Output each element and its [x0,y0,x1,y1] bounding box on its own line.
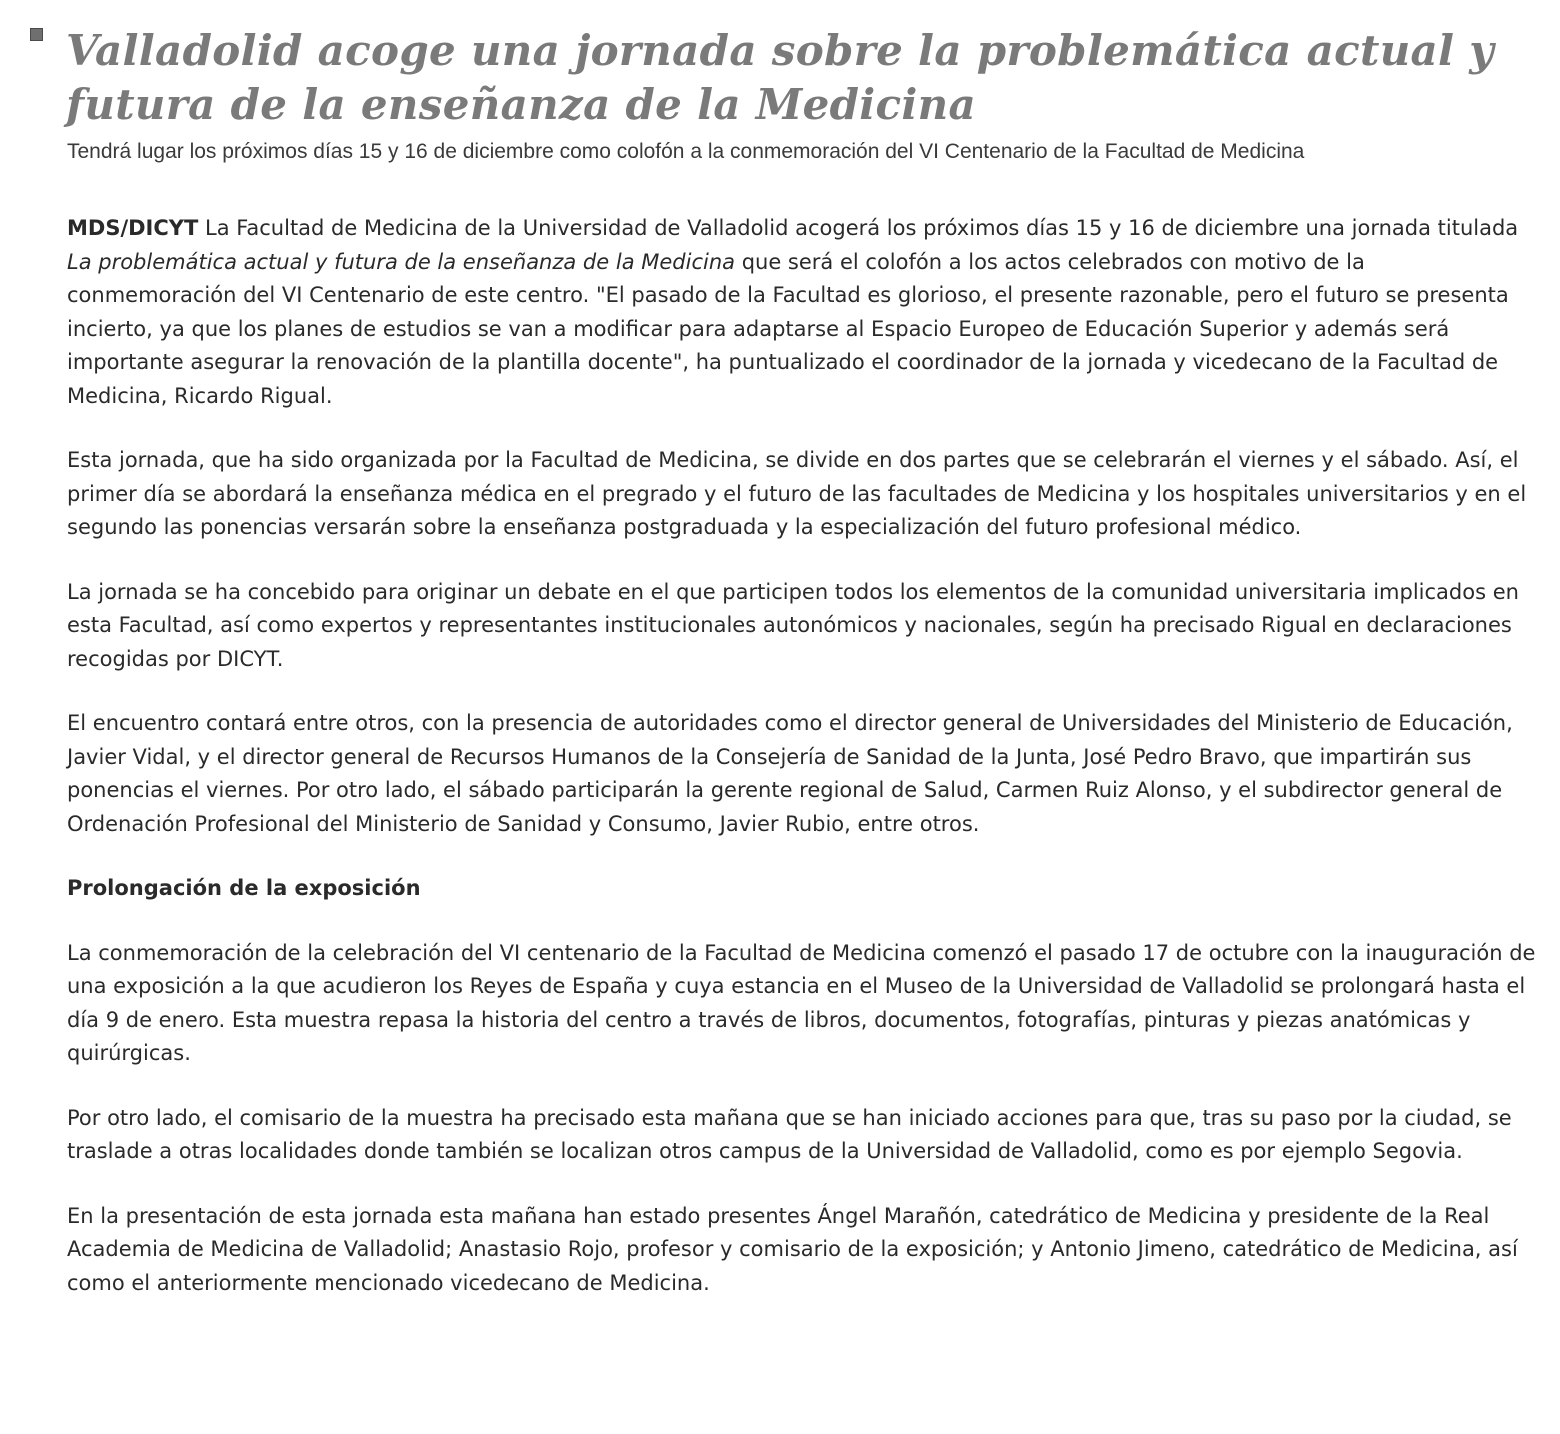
event-title: La problemática actual y futura de la enseñanza de la Medicina [67,249,736,274]
body-paragraph: El encuentro contará entre otros, con la presencia de autoridades como el director general de Universidades del Ministerio de Educación, Javier Vidal, y el director general de Recursos Humanos de la Consejería de Sanidad de la Junta, José Pedro Bravo, que impartirán sus ponencias el viernes. Por otro lado, el sábado participarán la gerente regional de Salud, Carmen Ruiz Alonso, y el subdirector general de Ordenación Profesional del Ministerio de Sanidad y Consumo, Javier Rubio, entre otros. [67,711,1513,836]
body-paragraph: La jornada se ha concebido para originar un debate en el que participen todos los elementos de la comunidad universitaria implicados en esta Facultad, así como expertos y representantes institucionales autonómicos y nacionales, según ha precisado Rigual en declaraciones recogidas por DICYT. [67,579,1519,671]
source-tag: MDS/DICYT [67,216,199,240]
section-paragraph: Por otro lado, el comisario de la muestra ha precisado esta mañana que se han iniciado acciones para que, tras su paso por la ciudad, se traslade a otras localidades donde también se localizan otros campus de la Universidad de Valladolid, como es por ejemplo Segovia. [67,1105,1512,1163]
section-paragraph: En la presentación de esta jornada esta mañana han estado presentes Ángel Marañón, catedrático de Medicina y presidente de la Real Academia de Medicina de Valladolid; Anastasio Rojo, profesor y comisario de la exposición; y Antonio Jimeno, catedrático de Medicina, así como el anteriormente mencionado vicedecano de Medicina. [67,1203,1518,1295]
lead-paragraph [67,212,1537,413]
article-body [67,212,1537,1331]
section-paragraph: La conmemoración de la celebración del VI centenario de la Facultad de Medicina comenzó el pasado 17 de octubre con la inauguración de una exposición a la que acudieron los Reyes de España y cuya estancia en el Museo de la Universidad de Valladolid se prolongará hasta el día 9 de enero. Esta muestra repasa la historia del centro a través de libros, documentos, fotografías, pinturas y piezas anatómicas y quirúrgicas. [67,940,1536,1065]
article-subtitle: Tendrá lugar los próximos días 15 y 16 de diciembre como colofón a la conmemoración del VI Centenario de la Facultad de Medicina [67,140,1305,163]
lead-text-after: que será el colofón a los actos celebrados con motivo de la conmemoración del VI Centenario de este centro. "El pasado de la Facultad es glorioso, el presente razonable, pero el futuro se presenta incierto, ya que los planes de estudios se van a modificar para adaptarse al Espacio Europeo de Educación Superior y además será importante asegurar la renovación de la plantilla docente", ha puntualizado el coordinador de la jornada y vicedecano de la Facultad de Medicina, Ricardo Rigual. [67,249,1509,408]
square-bullet-icon [30,28,43,41]
body-paragraph: Esta jornada, que ha sido organizada por la Facultad de Medicina, se divide en dos partes que se celebrarán el viernes y el sábado. Así, el primer día se abordará la enseñanza médica en el pregrado y el futuro de las facultades de Medicina y los hospitales universitarios y en el segundo las ponencias versarán sobre la enseñanza postgraduada y la especialización del futuro profesional médico. [67,448,1527,539]
section-heading: Prolongación de la exposición [67,876,421,900]
lead-text-before: La Facultad de Medicina de la Universidad de Valladolid acogerá los próximos días 15 y 16 de diciembre una jornada titulada [198,216,1519,240]
article-headline: Valladolid acoge una jornada sobre la problemática actual y futura de la enseñanza de la Medicina [66,26,1494,129]
